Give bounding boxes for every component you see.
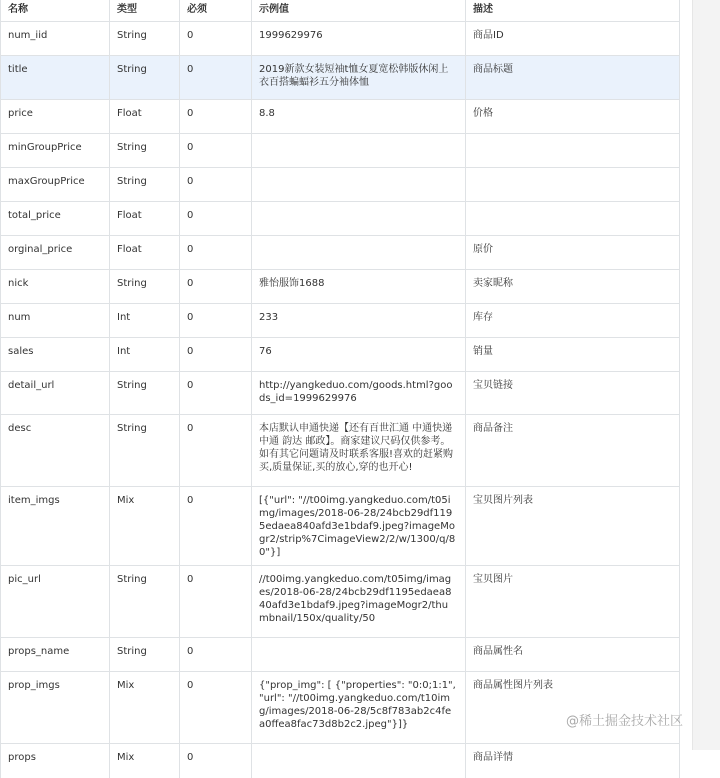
- field-example: [252, 134, 466, 168]
- field-description: 商品详情: [466, 744, 680, 778]
- header-description: 描述: [466, 0, 680, 22]
- field-name: price: [1, 100, 110, 134]
- field-example: 8.8: [252, 100, 466, 134]
- field-name: maxGroupPrice: [1, 168, 110, 202]
- field-name: prop_imgs: [1, 672, 110, 744]
- field-type: String: [110, 22, 180, 56]
- table-row: [1, 304, 680, 338]
- field-description: 商品ID: [466, 22, 680, 56]
- field-type: Mix: [110, 487, 180, 566]
- field-required: 0: [180, 134, 252, 168]
- header-required: 必须: [180, 0, 252, 22]
- table-row: [1, 566, 680, 638]
- field-name: num: [1, 304, 110, 338]
- field-type: String: [110, 56, 180, 100]
- table-row: [1, 236, 680, 270]
- field-required: 0: [180, 22, 252, 56]
- field-example: [252, 236, 466, 270]
- field-description: 商品备注: [466, 415, 680, 487]
- field-required: 0: [180, 744, 252, 778]
- table-row: [1, 487, 680, 566]
- field-type: String: [110, 168, 180, 202]
- field-example: [252, 168, 466, 202]
- table-row: [1, 202, 680, 236]
- field-required: 0: [180, 338, 252, 372]
- field-type: Int: [110, 338, 180, 372]
- field-description: 宝贝图片: [466, 566, 680, 638]
- field-required: 0: [180, 372, 252, 415]
- table-row: [1, 372, 680, 415]
- field-type: Float: [110, 100, 180, 134]
- field-example: //t00img.yangkeduo.com/t05img/images/2018-06-28/24bcb29df1195edaea840afd3e1bdaf9.jpeg?imageMogr2/thumbnail/150x/quality/50: [252, 566, 466, 638]
- field-type: Float: [110, 202, 180, 236]
- field-required: 0: [180, 415, 252, 487]
- field-example: [{"url": "//t00img.yangkeduo.com/t05img/images/2018-06-28/24bcb29df1195edaea840afd3e1bdaf9.jpeg?imageMogr2/strip%7CimageView2/2/w/1300/q/80"}]: [252, 487, 466, 566]
- field-description: 宝贝链接: [466, 372, 680, 415]
- table-row: [1, 168, 680, 202]
- field-required: 0: [180, 168, 252, 202]
- field-example: [252, 638, 466, 672]
- field-required: 0: [180, 100, 252, 134]
- table-row: [1, 415, 680, 487]
- field-type: String: [110, 638, 180, 672]
- field-example: [252, 744, 466, 778]
- field-name: orginal_price: [1, 236, 110, 270]
- field-name: sales: [1, 338, 110, 372]
- table-header-row: [1, 0, 680, 22]
- header-type: 类型: [110, 0, 180, 22]
- field-description: 卖家昵称: [466, 270, 680, 304]
- field-required: 0: [180, 304, 252, 338]
- field-required: 0: [180, 56, 252, 100]
- field-type: String: [110, 415, 180, 487]
- field-required: 0: [180, 566, 252, 638]
- field-description: 销量: [466, 338, 680, 372]
- field-description: 原价: [466, 236, 680, 270]
- table-row: [1, 22, 680, 56]
- table-row: [1, 338, 680, 372]
- table-row: [1, 638, 680, 672]
- table-row: [1, 134, 680, 168]
- table-row: [1, 270, 680, 304]
- field-description: [466, 134, 680, 168]
- field-type: String: [110, 566, 180, 638]
- field-name: detail_url: [1, 372, 110, 415]
- field-name: item_imgs: [1, 487, 110, 566]
- field-name: nick: [1, 270, 110, 304]
- field-example: http://yangkeduo.com/goods.html?goods_id=1999629976: [252, 372, 466, 415]
- field-name: props: [1, 744, 110, 778]
- table-row: [1, 56, 680, 100]
- field-type: Mix: [110, 744, 180, 778]
- field-type: String: [110, 134, 180, 168]
- header-name: 名称: [1, 0, 110, 22]
- field-name: total_price: [1, 202, 110, 236]
- field-type: String: [110, 270, 180, 304]
- field-description: 库存: [466, 304, 680, 338]
- field-description: 商品标题: [466, 56, 680, 100]
- field-name: desc: [1, 415, 110, 487]
- field-description: 商品属性名: [466, 638, 680, 672]
- field-name: props_name: [1, 638, 110, 672]
- field-description: [466, 168, 680, 202]
- field-type: Int: [110, 304, 180, 338]
- table-row: [1, 744, 680, 778]
- field-required: 0: [180, 487, 252, 566]
- field-description: [466, 202, 680, 236]
- field-description: 宝贝图片列表: [466, 487, 680, 566]
- field-example: 76: [252, 338, 466, 372]
- field-example: 2019新款女装短袖t恤女夏宽松韩版休闲上衣百搭蝙蝠衫五分袖体恤: [252, 56, 466, 100]
- field-example: 233: [252, 304, 466, 338]
- table-row: [1, 672, 680, 744]
- field-name: pic_url: [1, 566, 110, 638]
- field-type: String: [110, 372, 180, 415]
- field-required: 0: [180, 202, 252, 236]
- field-example: 雅怡服饰1688: [252, 270, 466, 304]
- header-example: 示例值: [252, 0, 466, 22]
- watermark: @稀土掘金技术社区: [566, 714, 684, 729]
- field-required: 0: [180, 236, 252, 270]
- field-name: num_iid: [1, 22, 110, 56]
- field-example: [252, 202, 466, 236]
- field-name: title: [1, 56, 110, 100]
- field-example: 1999629976: [252, 22, 466, 56]
- field-required: 0: [180, 270, 252, 304]
- field-name: minGroupPrice: [1, 134, 110, 168]
- field-example: 本店默认申通快递【还有百世汇通 中通快递 中通 韵达 邮政】。商家建议尺码仅供参考。如有其它问题请及时联系客服!喜欢的赶紧购买,质量保证,买的放心,穿的也开心!: [252, 415, 466, 487]
- vertical-scrollbar[interactable]: [692, 0, 720, 750]
- table-row: [1, 100, 680, 134]
- field-required: 0: [180, 638, 252, 672]
- field-description: 价格: [466, 100, 680, 134]
- field-type: Float: [110, 236, 180, 270]
- field-type: Mix: [110, 672, 180, 744]
- field-required: 0: [180, 672, 252, 744]
- field-description: 商品属性图片列表: [466, 672, 680, 744]
- field-example: {"prop_img": [ {"properties": "0:0;1:1", "url": "//t00img.yangkeduo.com/t10img/images/2018-06-28/5c8f783ab2c4fea0ffea8fac73d8b2c2.jpeg"}]}: [252, 672, 466, 744]
